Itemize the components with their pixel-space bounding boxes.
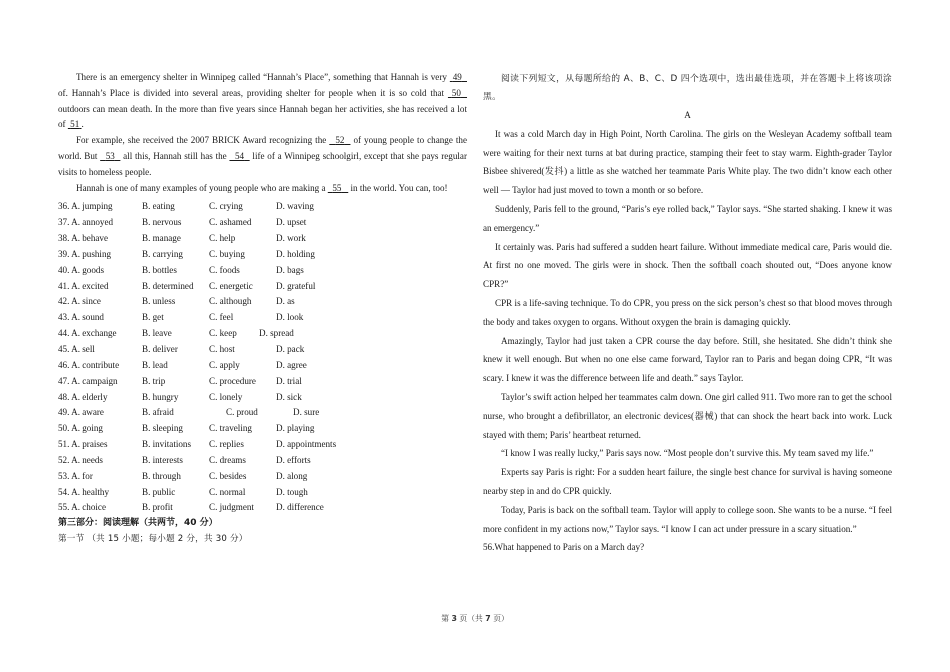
reading-paragraph: It was a cold March day in High Point, North Carolina. The girls on the Wesleyan Academy softball team were waiting for their next turns at bat during practice, stamping their feet to stay warm. Eighth-grader Taylor Bisbee shivered(发抖) a little as she watched her teammate Paris White play. The two didn’t know each other well — Taylor had just moved to town a month or so before. [483, 128, 892, 196]
reading-paragraph: Experts say Paris is right: For a sudden heart failure, the single best chance for survival is having someone nearby step in and do CPR quickly. [483, 467, 892, 496]
option-row: 41. A. excited B. determined C. energetic D. grateful [58, 280, 316, 291]
passage-paragraph-3 [58, 181, 467, 197]
section-title: 第三部分：阅读理解（共两节，40 分） [58, 518, 218, 529]
option-row: 37. A. annoyed B. nervous C. ashamed D. upset [58, 217, 307, 228]
option-row: 53. A. for B. through C. besides D. along [58, 470, 308, 481]
option-row: 44. A. exchange B. leave C. keep D. spread [58, 328, 294, 339]
passage-text: For example, she received the 2007 BRICK Award recognizing the [76, 135, 330, 146]
question-56: 56.What happened to Paris on a March day? [483, 542, 645, 553]
option-row: 55. A. choice B. profit C. judgment D. difference [58, 502, 324, 513]
blank-50: 50 [451, 87, 461, 98]
passage-text: all this, Hannah still has the [120, 150, 230, 161]
reading-paragraph: “I know I was really lucky,” Paris says now. “Most people don’t survive this. My team saved my life.” [501, 448, 874, 459]
blank-55: 55 [332, 182, 342, 193]
reading-paragraph: Today, Paris is back on the softball team. Taylor will apply to college soon. She wants to be a nurse. “I feel more confident in my actions now,” Taylor says. “I know I can act under pressure in a scary situation.” [483, 504, 892, 534]
reading-paragraph: Amazingly, Taylor had just taken a CPR course the day before. Still, she hesitated. She didn’t think she knew it well enough. But when no one else came forward, Taylor ran to Paris and began doing CPR, “It was scary. I knew it was the difference between life and death.” says Taylor. [483, 335, 892, 384]
option-row: 49. A. aware B. afraid C. proud D. sure [58, 407, 320, 418]
passage-text: outdoors can mean death. In the more than five years since Hannah began her activities, she has received a lot of [58, 103, 467, 130]
option-row: 42. A. since B. unless C. although D. as [58, 296, 295, 307]
passage-text: of young people to change the world. But [58, 135, 468, 161]
blank-52: 52 [335, 135, 345, 146]
section-subtitle: 第一节 （共 15 小题；每小题 2 分，共 30 分） [58, 534, 248, 545]
option-row: 50. A. going B. sleeping C. traveling D. playing [58, 423, 315, 434]
reading-paragraph: It certainly was. Paris had suffered a sudden heart failure. Without immediate medical care, Paris would die. At first no one moved. The girls were in shock. Then the softball coach shouted out, “Does anyone know CPR?” [483, 241, 892, 290]
left-column [58, 70, 467, 548]
option-row: 54. A. healthy B. public C. normal D. tough [58, 486, 308, 497]
passage-paragraph-2 [58, 133, 467, 180]
option-row: 39. A. pushing B. carrying C. buying D. holding [58, 248, 315, 259]
option-row: 43. A. sound B. get C. feel D. look [58, 312, 304, 323]
option-row: 46. A. contribute B. lead C. apply D. agree [58, 359, 307, 370]
blank-53: 53 [105, 150, 115, 161]
page-total: 7 [485, 614, 491, 623]
reading-instruction: 阅读下列短文，从每题所给的 A、B、C、D 四个选项中，选出最佳选项，并在答题卡上将该项涂黑。 [483, 74, 892, 102]
option-row: 36. A. jumping B. eating C. crying D. waving [58, 201, 314, 212]
option-row: 45. A. sell B. deliver C. host D. pack [58, 343, 305, 354]
passage-text: Hannah is one of many examples of young people who are making a [76, 182, 328, 193]
page-number: 3 [451, 614, 457, 623]
blank-54: 54 [235, 150, 245, 161]
reading-paragraph: Suddenly, Paris fell to the ground, “Paris’s eye rolled back,” Taylor says. “She started shaking. I knew it was an emergency.” [483, 203, 892, 233]
passage-text: life of a Winnipeg schoolgirl, except that she pays regular visits to homeless people. [58, 150, 467, 177]
option-row: 48. A. elderly B. hungry C. lonely D. sick [58, 391, 302, 402]
options-list [58, 199, 467, 516]
passage-text: There is an emergency shelter in Winnipeg called “Hannah’s Place”, something that Hannah is very [76, 72, 447, 82]
blank-49: 49 [452, 72, 462, 82]
blank-51: 51 [70, 119, 80, 130]
passage-paragraph-1: There is an emergency shelter in Winnipeg called “Hannah’s Place”, something that Hannah is very 49 of. Hannah’s Place is divided into several areas, providing shelter for people when it is so cold that 50 outdoors can mean death. In the more than five years since Hannah began her activities, she has received a lot of 51 . [58, 72, 467, 130]
option-row: 38. A. behave B. manage C. help D. work [58, 233, 306, 244]
option-row: 52. A. needs B. interests C. dreams D. efforts [58, 454, 311, 465]
option-row: 47. A. campaign B. trip C. procedure D. trial [58, 375, 302, 386]
reading-paragraph: Taylor’s swift action helped her teammates calm down. One girl called 911. Two more ran to get the school nurse, who brought a defibrillator, an electronic devices(器械) that can shock the heart back into work. Luck stayed with them; Paris’ heartbeat returned. [483, 391, 892, 440]
reading-paragraph: CPR is a life-saving technique. To do CPR, you press on the sick person’s chest so that blood moves through the body and takes oxygen to organs. Without oxygen the brain is damaging quickly. [483, 297, 892, 327]
option-row: 40. A. goods B. bottles C. foods D. bags [58, 264, 304, 275]
passage-text: of. Hannah’s Place is divided into several areas, providing shelter for people when it is so cold that [58, 87, 445, 98]
right-column [483, 70, 892, 557]
passage-text: in the world. You can, too! [348, 182, 448, 193]
page-footer: 第 3 页（共 7 页） [441, 614, 509, 623]
option-row: 51. A. praises B. invitations C. replies D. appointments [58, 439, 337, 450]
passage-label: A [684, 110, 691, 120]
